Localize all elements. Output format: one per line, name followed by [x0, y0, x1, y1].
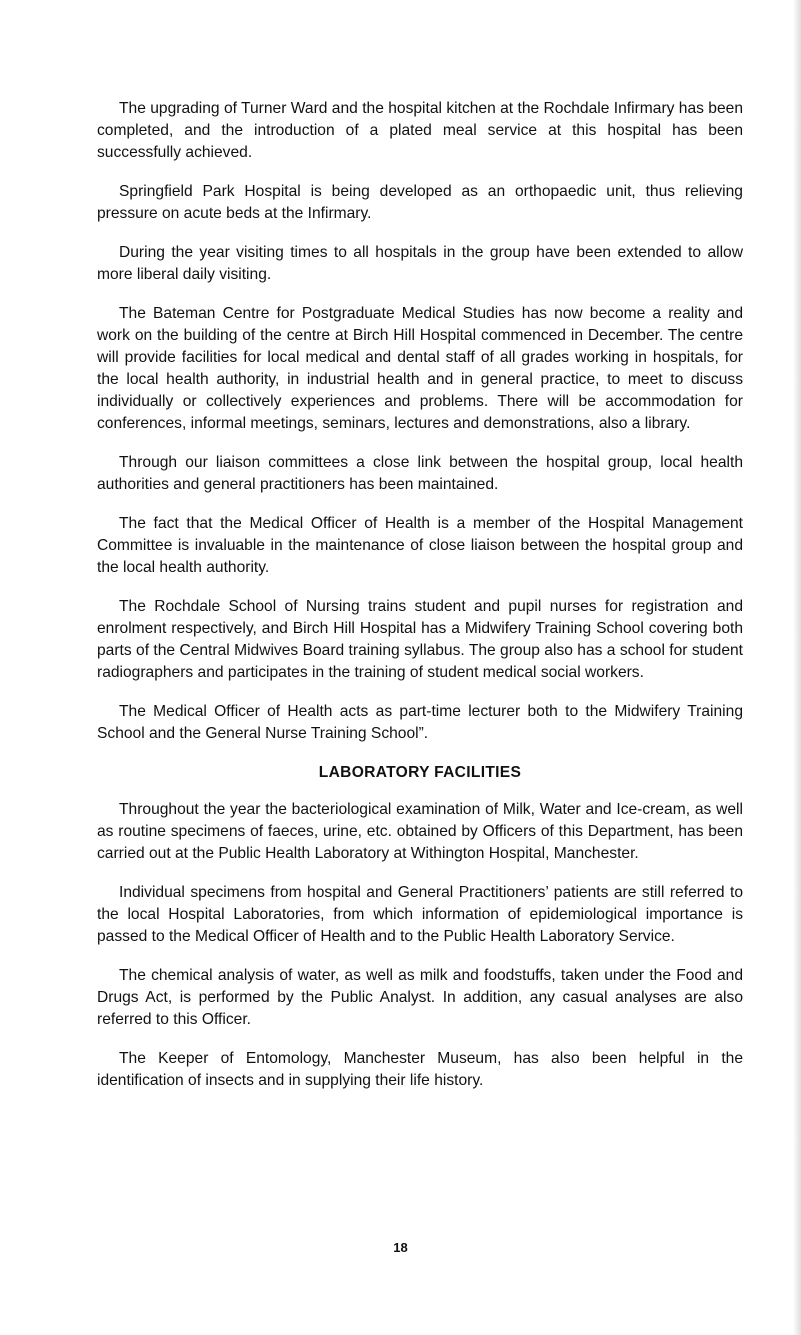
- paragraph-medical-officer-member: The fact that the Medical Officer of Health is a member of the Hospital Management Committee is invaluable in the maintenance of close liaison between the hospital group and the local health authority.: [97, 515, 743, 576]
- paragraph-bateman-centre: The Bateman Centre for Postgraduate Medical Studies has now become a reality and work on the building of the centre at Birch Hill Hospital commenced in December. The centre will provide facilities for local medical and dental staff of all grades working in hospitals, for the local health authority, in industrial health and in general practice, to meet to discuss individually or collectively experiences and problems. There will be accommodation for conferences, informal meetings, seminars, lectures and demonstrations, also a library.: [97, 305, 743, 432]
- paragraph-bacteriological-examination: Throughout the year the bacteriological examination of Milk, Water and Ice-cream, as well as routine specimens of faeces, urine, etc. obtained by Officers of this Department, has been carried out at the Public Health Laboratory at Withington Hospital, Manchester.: [97, 801, 743, 862]
- section-heading-laboratory-facilities: LABORATORY FACILITIES: [318, 764, 522, 781]
- paragraph-school-of-nursing: The Rochdale School of Nursing trains student and pupil nurses for registration and enrolment respectively, and Birch Hill Hospital has a Midwifery Training School covering both parts of the Central Midwives Board training syllabus. The group also has a school for student radiographers and participates in the training of student medical social workers.: [97, 598, 743, 681]
- paragraph-visiting-times: During the year visiting times to all hospitals in the group have been extended to allow more liberal daily visiting.: [97, 244, 743, 283]
- paragraph-springfield-park: Springfield Park Hospital is being developed as an orthopaedic unit, thus relieving pressure on acute beds at the Infirmary.: [97, 183, 743, 222]
- page-edge-shadow: [793, 0, 801, 1335]
- paragraph-individual-specimens: Individual specimens from hospital and General Practitioners’ patients are still referred to the local Hospital Laboratories, from which information of epidemiological importance is passed to the Medical Officer of Health and to the Public Health Laboratory Service.: [97, 884, 743, 945]
- paragraph-keeper-of-entomology: The Keeper of Entomology, Manchester Museum, has also been helpful in the identification of insects and in supplying their life history.: [97, 1050, 743, 1089]
- paragraph-part-time-lecturer: The Medical Officer of Health acts as part-time lecturer both to the Midwifery Training School and the General Nurse Training School”.: [97, 703, 743, 742]
- page-number: 18: [393, 1240, 408, 1255]
- page-body: [97, 98, 743, 1109]
- paragraph-liaison-committees: Through our liaison committees a close link between the hospital group, local health authorities and general practitioners has been maintained.: [97, 454, 743, 493]
- paragraph-turner-ward: The upgrading of Turner Ward and the hospital kitchen at the Rochdale Infirmary has been completed, and the introduction of a plated meal service at this hospital has been successfully achieved.: [97, 100, 743, 161]
- paragraph-chemical-analysis: The chemical analysis of water, as well as milk and foodstuffs, taken under the Food and Drugs Act, is performed by the Public Analyst. In addition, any casual analyses are also referred to this Officer.: [97, 967, 743, 1028]
